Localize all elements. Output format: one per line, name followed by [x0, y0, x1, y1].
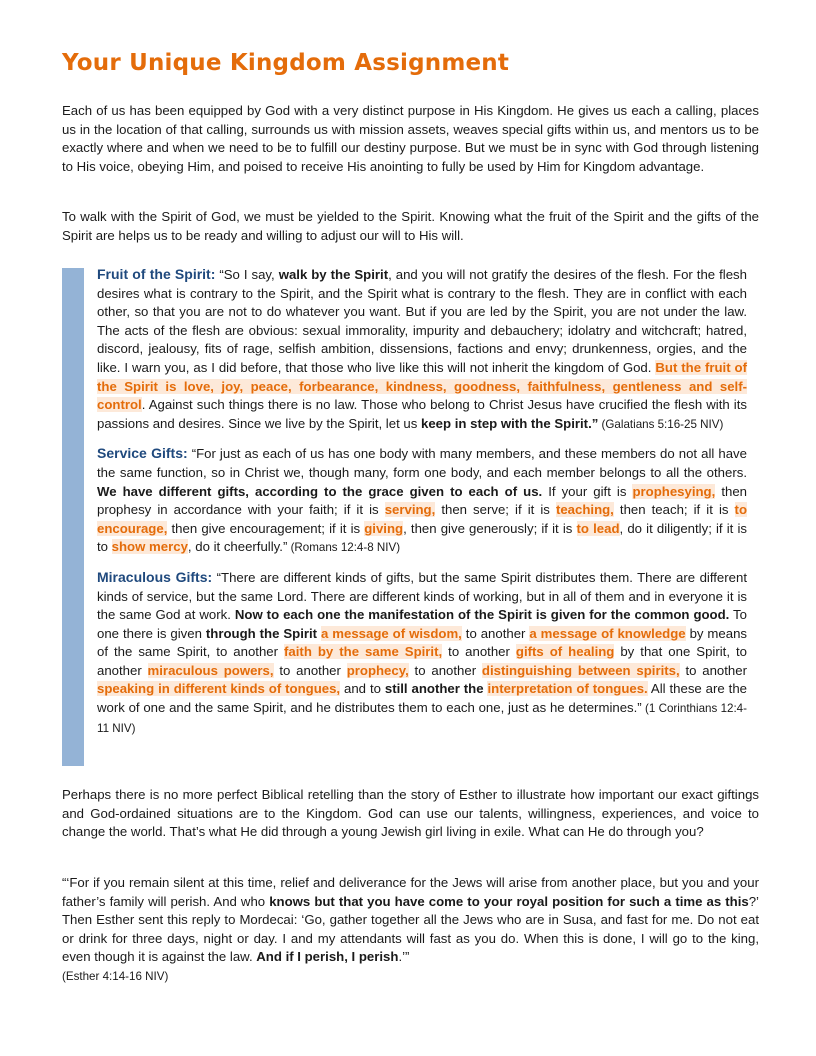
service-gifts-paragraph — [97, 444, 747, 558]
text-span: to another — [442, 644, 516, 660]
bold-span: And if I perish, I perish — [256, 949, 399, 965]
text-span: , then give generously; if it is — [403, 520, 577, 536]
highlight-span: interpretation of tongues. — [487, 681, 648, 697]
quote-content — [97, 265, 747, 748]
text-span: , do it diligently; if it is to — [97, 520, 747, 555]
highlight-span: speaking in different kinds of tongues, — [97, 681, 341, 697]
highlight-span: a message of wisdom, — [321, 625, 462, 641]
intro-paragraph-1: Each of us has been equipped by God with a very distinct purpose in His Kingdom. He gives us each a calling, places us in the location of that calling, surrounds us with mission assets, weaves special gifts within us, and mentors us to be exactly where and when we need to be to fulfill our destiny purpose. But we must be in sync with God through listening to His voice, obeying Him, and poised to receive His anointing to fully be used by Him for Kingdom advantage. — [62, 103, 759, 174]
text-span: then give encouragement; if it is — [167, 520, 365, 536]
service-label: Service Gifts: — [97, 445, 188, 462]
miraculous-label: Miraculous Gifts: — [97, 568, 213, 585]
fruit-label: Fruit of the Spirit: — [97, 266, 216, 282]
bold-span: walk by the Spirit — [278, 267, 389, 282]
text-span: “There are different kinds of gifts, but the same Spirit distributes them. There are different kinds of service, but the same Lord. There are different kinds of working, but in all of them and in everyone it is the same God at work. — [97, 569, 747, 623]
text-span: then serve; if it is — [435, 502, 556, 518]
text-span: then teach; if it is — [613, 502, 735, 518]
text-span: To one there is given — [97, 607, 747, 641]
highlight-span: giving — [364, 520, 404, 536]
text-span: by that one Spirit, to another — [97, 644, 747, 678]
text-span: “For just as each of us has one body with many members, and these members do not all have the same function, so in Christ we, though many, form one body, and each member belongs to all the others. — [97, 446, 747, 480]
text-span: , do it cheerfully.” — [187, 539, 288, 555]
scripture-reference: (Romans 12:4-8 NIV) — [287, 541, 401, 555]
text-span: ?’ Then Esther sent this reply to Mordecai: ‘Go, gather together all the Jews who are in Susa, and fast for me. Do not eat or drink for three days, night or day. I and my attendants will fast as you do. When this is done, I will go to the king, even though it is against the law. — [62, 893, 759, 965]
intro-paragraph-2: To walk with the Spirit of God, we must be yielded to the Spirit. Knowing what the fruit of the Spirit and the gifts of the Spirit are helps us to be ready and willing to adjust our will to His will. — [62, 209, 759, 243]
highlight-span: faith by the same Spirit, — [284, 644, 443, 660]
highlight-span: a message of knowledge — [529, 625, 686, 641]
scripture-reference: (Galatians 5:16-25 NIV) — [598, 417, 724, 431]
highlight-span: teaching, — [555, 502, 614, 518]
page-title: Your Unique Kingdom Assignment — [62, 50, 510, 76]
miraculous-gifts-paragraph — [97, 568, 747, 738]
highlight-span: prophecy, — [346, 662, 409, 678]
highlight-span: But the fruit of the Spirit is love, joy, peace, forbearance, kindness, goodness, faithfulness, gentleness and self-control — [97, 359, 747, 413]
esther-quote-paragraph — [62, 874, 759, 987]
text-span: to another — [408, 662, 482, 678]
text-span: to another — [461, 625, 530, 641]
text-span: by means of the same Spirit, to another — [97, 625, 748, 660]
text-span: “So I say, — [215, 267, 279, 282]
quote-side-bar — [62, 268, 84, 766]
text-span: If your gift is — [542, 483, 633, 499]
text-span: to another — [273, 662, 347, 678]
bold-span: still another the — [384, 681, 484, 697]
bold-span: We have different gifts, according to the grace given to each of us. — [97, 483, 543, 499]
highlight-span: gifts of healing — [515, 644, 615, 660]
text-span: .’” — [398, 949, 410, 965]
highlight-span: to encourage, — [97, 502, 747, 536]
text-span: then prophesy in accordance with your faith; if it is — [97, 483, 747, 518]
scripture-reference: (1 Corinthians 12:4-11 NIV) — [97, 702, 747, 735]
text-span: , and you will not gratify the desires of the flesh. For the flesh desires what is contrary to the Spirit, and the Spirit what is contrary to the flesh. They are in conflict with each other, so that you are not to do whatever you want. But if you are led by the Spirit, you are not under the law. The acts of the flesh are obvious: sexual immorality, impurity and debauchery; idolatry and witchcraft; hatred, discord, jealousy, fits of rage, selfish ambition, dissensions, factions and envy; drunkenness, orgies, and the like. I warn you, as I did before, that those who live like this will not inherit the kingdom of God. — [97, 267, 747, 375]
bold-span: keep in step with the Spirit.” — [421, 415, 599, 431]
fruit-of-spirit-paragraph — [97, 265, 747, 434]
highlight-span: miraculous powers, — [147, 662, 274, 678]
highlight-span: show mercy — [111, 539, 188, 555]
bold-span: knows but that you have come to your royal position for such a time as this — [269, 893, 749, 909]
scripture-reference: (Esther 4:14-16 NIV) — [62, 969, 169, 983]
highlight-span: distinguishing between spirits, — [481, 662, 680, 678]
bold-span: Now to each one the manifestation of the Spirit is given for the common good. — [234, 607, 730, 623]
text-span: All these are the work of one and the same Spirit, and he distributes them to each one, just as he determines.” — [97, 681, 747, 716]
highlight-span: serving, — [384, 502, 436, 518]
text-span: and to — [340, 681, 385, 697]
highlight-span: to lead — [576, 520, 620, 536]
text-span: “‘For if you remain silent at this time, relief and deliverance for the Jews will arise from another place, but you and your father’s family will perish. And who — [62, 875, 759, 909]
esther-intro-paragraph: Perhaps there is no more perfect Biblical retelling than the story of Esther to illustrate how important our exact giftings and God-ordained situations are to the Kingdom. God can use our talents, willingness, experiences, and voice to change the world. That’s what He did through a young Jewish girl living in exile. What can He do through you? — [62, 787, 759, 840]
text-span: to another — [679, 662, 747, 678]
highlight-span: prophesying, — [632, 483, 716, 499]
bold-span: through the Spirit — [205, 625, 318, 641]
text-span: . Against such things there is no law. Those who belong to Christ Jesus have crucified the flesh with its passions and desires. Since we live by the Spirit, let us — [97, 397, 747, 431]
